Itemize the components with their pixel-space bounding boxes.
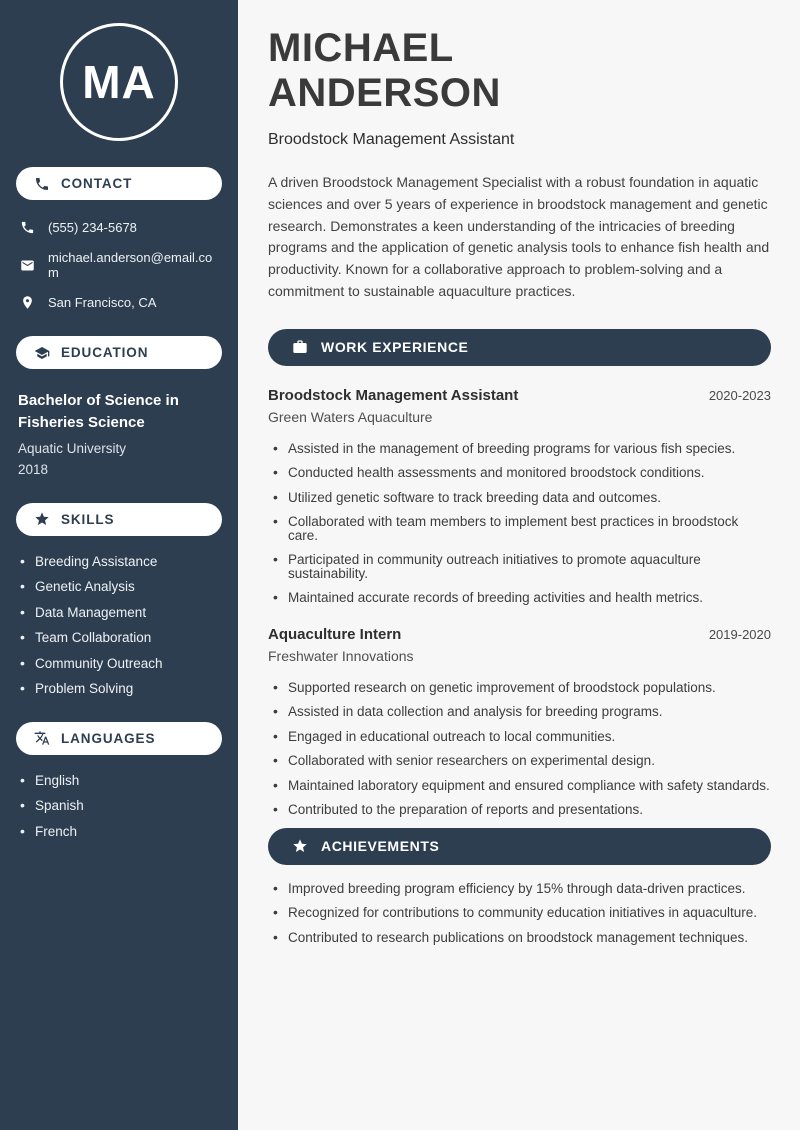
experience-entry-2 [268, 626, 771, 817]
education-section-header [16, 336, 222, 369]
experience-bullet: • Maintained accurate records of breeding activities and health metrics. [268, 591, 771, 605]
experience-bullet: • Collaborated with senior researchers on experimental design. [268, 754, 771, 768]
education-entry [16, 390, 222, 477]
achievement-bullet: • Improved breeding program efficiency by 15% through data-driven practices. [268, 882, 771, 896]
phone-icon [20, 220, 35, 235]
avatar-initials: MA [82, 56, 156, 108]
languages-list [16, 774, 222, 839]
experience-bullet: • Supported research on genetic improvement of broodstock populations. [268, 681, 771, 695]
work-experience-section-title: WORK EXPERIENCE [321, 339, 469, 355]
skills-section-title: SKILLS [61, 511, 115, 527]
main-content [238, 0, 800, 1130]
translate-icon [34, 730, 50, 746]
person-job-title: Broodstock Management Assistant [268, 131, 515, 149]
person-name-line2: ANDERSON [268, 71, 501, 116]
experience-bullet: • Participated in community outreach initiatives to promote aquaculture sustainability. [268, 553, 771, 580]
achievement-bullet: • Recognized for contributions to community education initiatives in aquaculture. [268, 906, 771, 920]
experience-entry-1 [268, 387, 771, 605]
skills-section-header [16, 503, 222, 536]
contact-section-header [16, 167, 222, 200]
skills-list [16, 555, 222, 696]
contact-email [16, 250, 222, 280]
education-year: 2018 [18, 461, 49, 477]
experience-bullet: • Assisted in the management of breeding programs for various fish species. [268, 442, 771, 456]
contact-section-title: CONTACT [61, 176, 133, 191]
skill-item: • Breeding Assistance [16, 555, 222, 569]
experience-entry-header [268, 387, 771, 404]
experience-bullet-list [268, 442, 771, 605]
contact-location [16, 295, 222, 310]
achievement-bullet: • Contributed to research publications on broodstock management techniques. [268, 931, 771, 945]
achievements-section-title: ACHIEVEMENTS [321, 838, 440, 854]
profile-summary: A driven Broodstock Management Specialist with a robust foundation in aquatic sciences and over 5 years of experience in broodstock management and genetic research. Demonstrates a keen understanding of the intricacies of breeding programs and the application of genetic analysis tools to enhance fish health and productivity. Known for a collaborative approach to problem-solving and a commitment to sustainable aquaculture practices. [268, 174, 770, 299]
briefcase-icon [292, 339, 308, 355]
star-icon [292, 838, 308, 854]
skill-item: • Data Management [16, 606, 222, 620]
graduation-cap-icon [34, 345, 50, 361]
avatar [60, 23, 178, 141]
contact-phone [16, 220, 222, 235]
experience-entry-header [268, 626, 771, 643]
education-school: Aquatic University [18, 440, 127, 456]
contact-phone-value: (555) 234-5678 [48, 220, 137, 235]
experience-company: Freshwater Innovations [268, 647, 414, 664]
contact-list [16, 220, 222, 310]
experience-bullet: • Contributed to the preparation of reports and presentations. [268, 803, 771, 817]
person-name [268, 26, 771, 116]
languages-section-title: LANGUAGES [61, 730, 156, 746]
person-name-line1: MICHAEL [268, 26, 454, 70]
skill-item: • Problem Solving [16, 682, 222, 696]
email-envelope-icon [20, 258, 35, 273]
sidebar [0, 0, 238, 1130]
skill-item: • Team Collaboration [16, 631, 222, 645]
experience-bullet: • Engaged in educational outreach to local communities. [268, 730, 771, 744]
experience-dates: 2019-2020 [708, 626, 771, 642]
achievements-list [268, 882, 771, 945]
experience-bullet: • Collaborated with team members to implement best practices in broodstock care. [268, 515, 771, 542]
location-pin-icon [20, 295, 35, 310]
education-degree: Bachelor of Science in Fisheries Science [18, 392, 179, 431]
languages-section-header [16, 722, 222, 755]
language-item: • Spanish [16, 799, 222, 813]
experience-job-title: Broodstock Management Assistant [268, 386, 519, 404]
achievements-section-header [268, 828, 771, 865]
work-experience-section-header [268, 329, 771, 366]
experience-company: Green Waters Aquaculture [268, 408, 433, 425]
star-icon [34, 511, 50, 527]
experience-bullet: • Maintained laboratory equipment and ensured compliance with safety standards. [268, 779, 771, 793]
phone-handset-icon [34, 176, 50, 192]
language-item: • English [16, 774, 222, 788]
experience-bullet: • Conducted health assessments and monitored broodstock conditions. [268, 466, 771, 480]
experience-job-title: Aquaculture Intern [268, 625, 402, 643]
skill-item: • Community Outreach [16, 657, 222, 671]
experience-bullet: • Utilized genetic software to track breeding data and outcomes. [268, 491, 771, 505]
contact-email-value: michael.anderson@email.com [48, 250, 213, 280]
education-section-title: EDUCATION [61, 345, 149, 360]
experience-dates: 2020-2023 [708, 387, 771, 403]
contact-location-value: San Francisco, CA [48, 295, 157, 310]
experience-bullet: • Assisted in data collection and analysis for breeding programs. [268, 705, 771, 719]
language-item: • French [16, 825, 222, 839]
skill-item: • Genetic Analysis [16, 580, 222, 594]
experience-bullet-list [268, 681, 771, 817]
